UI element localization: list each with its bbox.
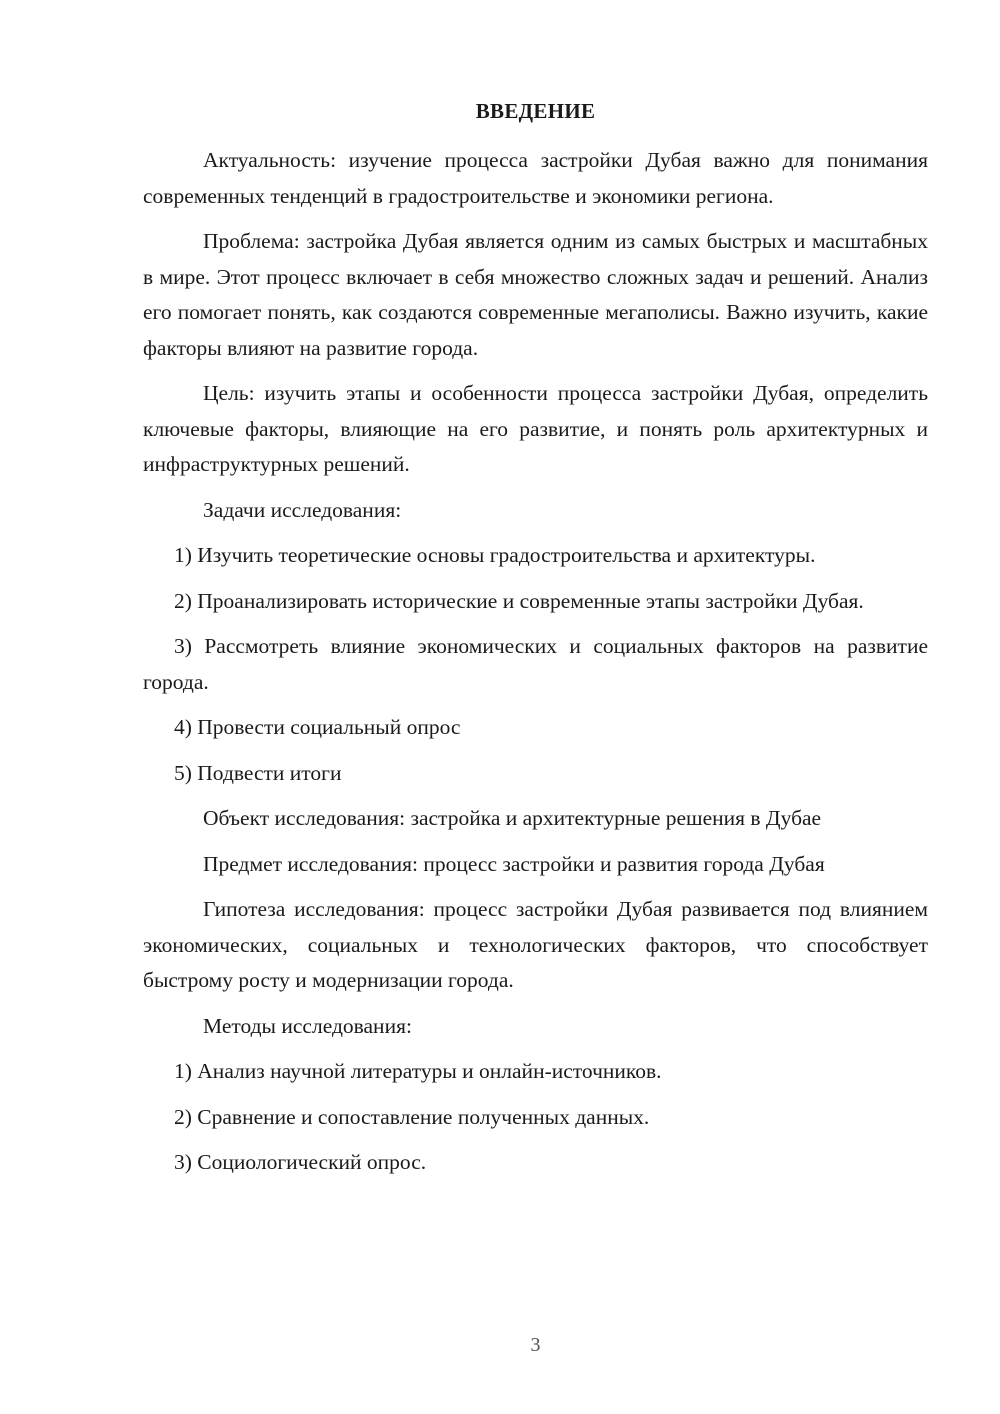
task-item: 5) Подвести итоги [174,760,342,785]
paragraph-problem: Проблема: застройка Дубая является одним из самых быстрых и масштабных в мире. Этот процесс включает в себя множество сложных задач и решений. Анализ его помогает понять, как создаются современные мегаполисы. Важно изучить, какие факторы влияют на развитие города. [143,229,928,360]
task-item: 1) Изучить теоретические основы градостроительства и архитектуры. [174,543,816,567]
page-number: 3 [530,1334,541,1356]
paragraph-subject: Предмет исследования: процесс застройки и развития города Дубая [203,851,825,876]
task-item: 3) Рассмотреть влияние экономических и социальных факторов на развитие города. [143,634,928,694]
methods-heading: Методы исследования: [203,1013,412,1038]
paragraph-hypothesis: Гипотеза исследования: процесс застройки Дубая развивается под влиянием экономических, социальных и технологических факторов, что способствует быстрому росту и модернизации города. [143,897,928,992]
tasks-heading: Задачи исследования: [203,497,402,522]
page-title: ВВЕДЕНИЕ [475,99,596,123]
paragraph-relevance: Актуальность: изучение процесса застройки Дубая важно для понимания современных тенденций в градостроительстве и экономики региона. [143,148,928,208]
paragraph-goal: Цель: изучить этапы и особенности процесса застройки Дубая, определить ключевые факторы, влияющие на его развитие, и понять роль архитектурных и инфраструктурных решений. [143,381,928,476]
task-item: 2) Проанализировать исторические и современные этапы застройки Дубая. [174,588,864,613]
task-item: 4) Провести социальный опрос [174,715,461,739]
method-item: 2) Сравнение и сопоставление полученных данных. [174,1104,650,1129]
document-body [143,143,928,1181]
method-item: 1) Анализ научной литературы и онлайн-источников. [174,1059,662,1083]
document-page [143,0,928,1414]
paragraph-object: Объект исследования: застройка и архитектурные решения в Дубае [203,806,822,830]
method-item: 3) Социологический опрос. [174,1150,427,1174]
